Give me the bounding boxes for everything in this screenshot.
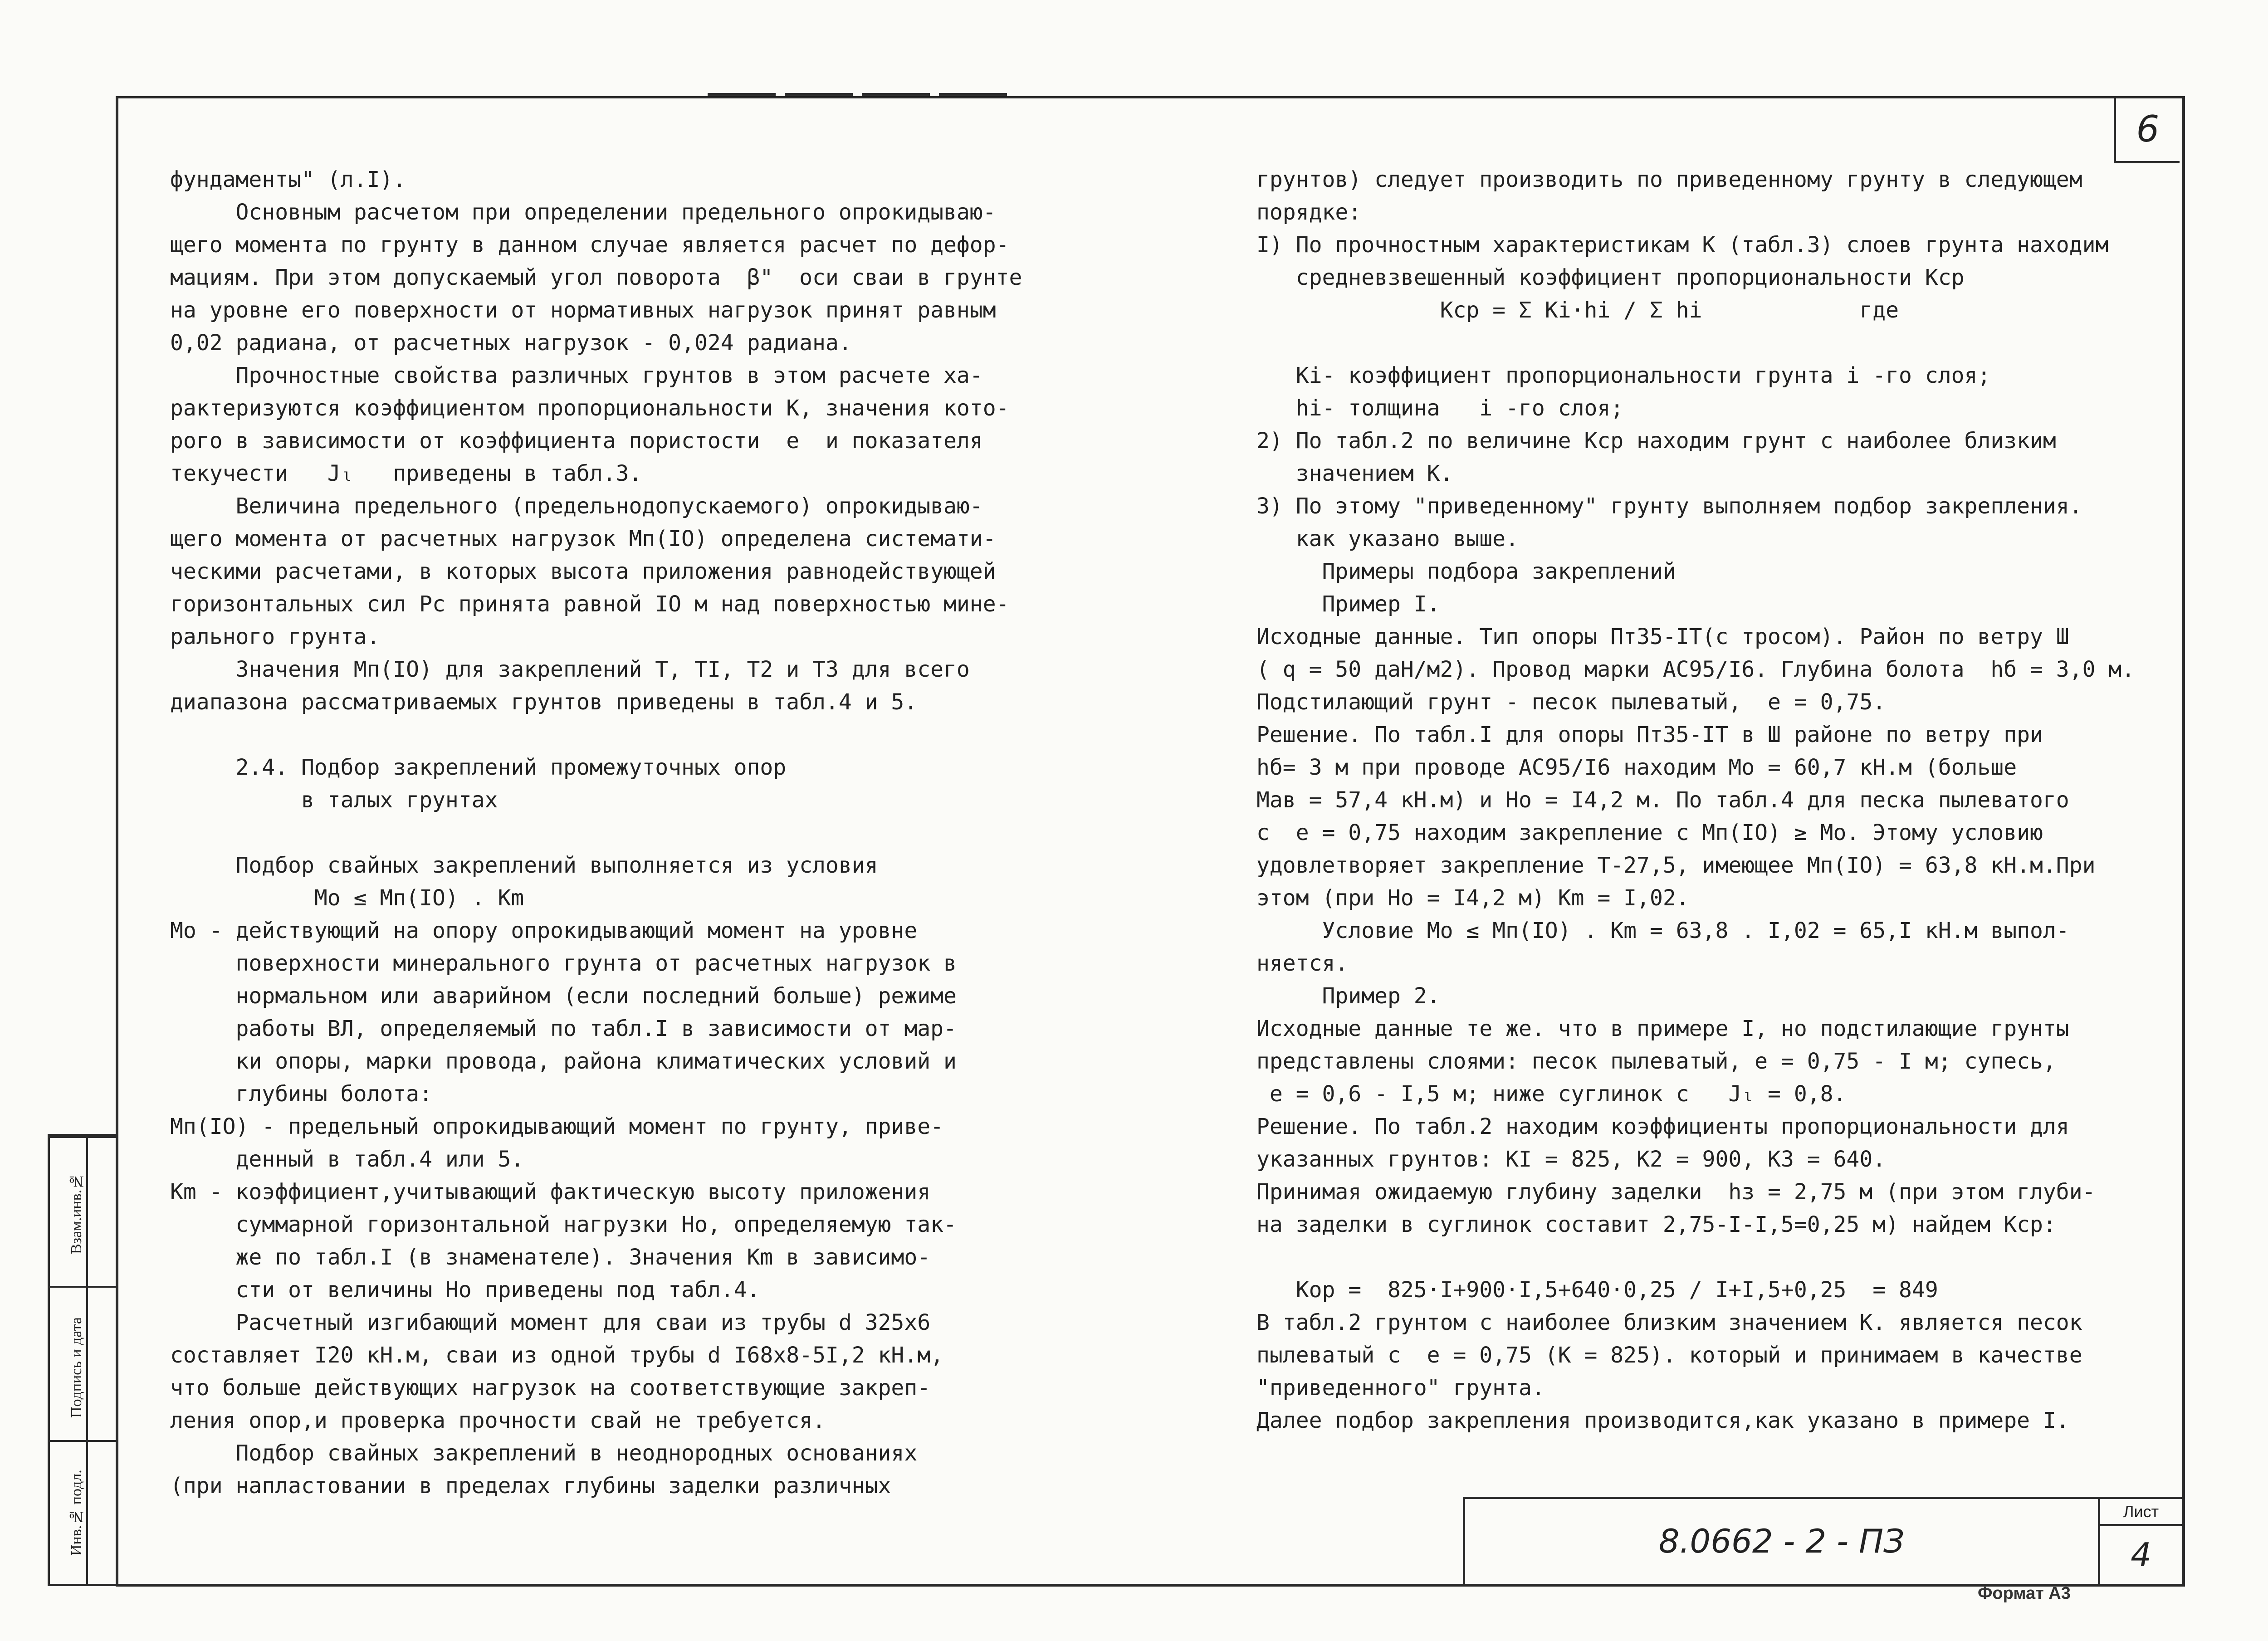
text-line: средневзвешенный коэффициент пропорциональности Кср	[1256, 265, 1965, 290]
text-line: на заделки в суглинок составит 2,75-I-I,5=0,25 м) найдем Кср:	[1256, 1212, 2056, 1237]
text-line: же по табл.I (в знаменателе). Значения Кm в зависимо-	[170, 1245, 931, 1270]
text-line: Подбор свайных закреплений выполняется из условия	[170, 853, 878, 878]
list-number: 4	[2131, 1536, 2151, 1574]
text-line: Условие Мо ≤ Мп(IO) . Кm = 63,8 . I,02 = 65,I кН.м выпол-	[1256, 918, 2069, 943]
text-line: представлены слоями: песок пылеватый, е = 0,75 - I м; супесь,	[1256, 1049, 2056, 1074]
text-line: фундаменты" (л.I).	[170, 167, 406, 192]
text-line	[1256, 327, 2135, 359]
text-line: Исходные данные. Тип опоры ПтЗ5-IТ(с тросом). Район по ветру Ш	[1256, 624, 2069, 650]
margin-label-replace: Взам.инв.№	[68, 1172, 85, 1254]
text-line: в талых грунтах	[170, 787, 498, 813]
text-line: ческими расчетами, в которых высота приложения равнодействующей	[170, 559, 996, 584]
text-line: 3) По этому "приведенному" грунту выполняем подбор закрепления.	[1256, 493, 2082, 519]
text-line: Прочностные свойства различных грунтов в этом расчете ха-	[170, 363, 983, 388]
left-text-column	[170, 163, 1022, 1502]
text-line: Ki- коэффициент пропорциональности грунта i -го слоя;	[1256, 363, 1991, 388]
text-line: Величина предельного (предельнодопускаемого) опрокидываю-	[170, 493, 983, 519]
title-block	[1463, 1497, 2182, 1584]
text-line: Пример I.	[1256, 591, 1440, 617]
text-line: В табл.2 грунтом с наиболее близким значением К. является песок	[1256, 1310, 2082, 1335]
text-line: рального грунта.	[170, 624, 380, 650]
text-line: ления опор,и проверка прочности свай не требуется.	[170, 1408, 826, 1433]
text-line: hi- толщина i -го слоя;	[1256, 396, 1624, 421]
sheet-number: 6	[2114, 98, 2180, 163]
text-line: Подбор свайных закреплений в неоднородных основаниях	[170, 1441, 918, 1466]
text-line: Подстилающий грунт - песок пылеватый, е = 0,75.	[1256, 689, 1886, 715]
text-line: пылеватый с е = 0,75 (К = 825). который и принимаем в качестве	[1256, 1343, 2082, 1368]
text-line: Исходные данные те же. что в примере I, но подстилающие грунты	[1256, 1016, 2069, 1041]
document-code: 8.0662 - 2 - ПЗ	[1465, 1499, 2100, 1584]
format-label: Формат А3	[1978, 1584, 2071, 1603]
text-line: удовлетворяет закрепление Т-27,5, имеющее Мп(IO) = 63,8 кН.м.При	[1256, 853, 2096, 878]
text-line: составляет I20 кН.м, сваи из одной трубы d I68х8-5I,2 кН.м,	[170, 1343, 944, 1368]
text-line: Кср = Σ Ki·hi / Σ hi где	[1256, 298, 1899, 323]
text-line: 2) По табл.2 по величине Кср находим грунт с наиболее близким	[1256, 428, 2056, 454]
text-line: Мав = 57,4 кН.м) и Но = I4,2 м. По табл.4 для песка пылеватого	[1256, 787, 2069, 813]
text-line: мациям. При этом допускаемый угол поворота β" оси сваи в грунте	[170, 265, 1022, 290]
text-line: "приведенного" грунта.	[1256, 1375, 1545, 1401]
margin-label-inv: Инв.№ подл.	[68, 1470, 85, 1556]
text-line: hб= 3 м при проводе АС95/I6 находим Мо = 60,7 кН.м (больше	[1256, 755, 2017, 780]
text-line: ки опоры, марки провода, района климатических условий и	[170, 1049, 957, 1074]
text-line: Решение. По табл.2 находим коэффициенты пропорциональности для	[1256, 1114, 2069, 1139]
text-line: Основным расчетом при определении предельного опрокидываю-	[170, 200, 996, 225]
text-line: I) По прочностным характеристикам К (табл.3) слоев грунта находим	[1256, 232, 2109, 258]
text-line	[1256, 1241, 2135, 1274]
text-line: этом (при Но = I4,2 м) Кm = I,02.	[1256, 885, 1689, 911]
text-line: Расчетный изгибающий момент для сваи из трубы d 325х6	[170, 1310, 931, 1335]
text-line: поверхности минерального грунта от расчетных нагрузок в	[170, 951, 957, 976]
text-line: рого в зависимости от коэффициента пористости е и показателя	[170, 428, 983, 454]
text-line: с е = 0,75 находим закрепление с Мп(IO) ≥ Мо. Этому условию	[1256, 820, 2043, 845]
text-line: е = 0,6 - I,5 м; ниже суглинок с Jₗ = 0,8.	[1256, 1081, 1847, 1107]
text-line: диапазона рассматриваемых грунтов приведены в табл.4 и 5.	[170, 689, 918, 715]
text-line: рактеризуются коэффициентом пропорциональности К, значения кото-	[170, 396, 1009, 421]
text-line: Примеры подбора закреплений	[1256, 559, 1676, 584]
text-line: (при напластовании в пределах глубины заделки различных	[170, 1473, 891, 1499]
text-line: няется.	[1256, 951, 1349, 976]
text-line: на уровне его поверхности от нормативных нагрузок принят равным	[170, 298, 996, 323]
text-line: указанных грунтов: КI = 825, К2 = 900, К3 = 640.	[1256, 1147, 1886, 1172]
text-line: глубины болота:	[170, 1081, 432, 1107]
text-line: Кm - коэффициент,учитывающий фактическую высоту приложения	[170, 1179, 931, 1205]
text-line: щего момента по грунту в данном случае является расчет по дефор-	[170, 232, 1009, 258]
text-line: текучести Jₗ приведены в табл.3.	[170, 461, 642, 486]
text-line: Далее подбор закрепления производится,как указано в примере I.	[1256, 1408, 2069, 1433]
text-line	[170, 718, 1022, 751]
text-line: денный в табл.4 или 5.	[170, 1147, 524, 1172]
text-line: суммарной горизонтальной нагрузки Но, определяемую так-	[170, 1212, 957, 1237]
margin-stamp	[48, 1134, 118, 1586]
text-line: Пример 2.	[1256, 983, 1440, 1009]
text-line: 0,02 радиана, от расчетных нагрузок - 0,024 радиана.	[170, 330, 852, 356]
text-line: Мо - действующий на опору опрокидывающий момент на уровне	[170, 918, 918, 943]
text-line: нормальном или аварийном (если последний больше) режиме	[170, 983, 957, 1009]
text-line: грунтов) следует производить по приведенному грунту в следующем	[1256, 167, 2082, 192]
text-line: что больше действующих нагрузок на соответствующие закреп-	[170, 1375, 931, 1401]
text-line: сти от величины Но приведены под табл.4.	[170, 1277, 760, 1303]
text-line: горизонтальных сил Pс принята равной IO м над поверхностью мине-	[170, 591, 1009, 617]
right-text-column	[1256, 163, 2135, 1437]
text-line: Решение. По табл.I для опоры ПтЗ5-IТ в Ш районе по ветру при	[1256, 722, 2043, 747]
text-line: как указано выше.	[1256, 526, 1519, 552]
text-line: Значения Мп(IO) для закреплений Т, ТI, Т2 и Т3 для всего	[170, 657, 970, 682]
text-line: Мо ≤ Мп(IO) . Кm	[170, 885, 524, 911]
text-line: щего момента от расчетных нагрузок Мп(IO) определена системати-	[170, 526, 996, 552]
text-line: Кор = 825·I+900·I,5+640·0,25 / I+I,5+0,25 = 849	[1256, 1277, 1938, 1303]
text-line	[170, 816, 1022, 849]
text-line: 2.4. Подбор закреплений промежуточных опор	[170, 755, 787, 780]
list-label: Лист	[2100, 1499, 2182, 1526]
text-line: Принимая ожидаемую глубину заделки hз = 2,75 м (при этом глуби-	[1256, 1179, 2096, 1205]
text-line: значением К.	[1256, 461, 1453, 486]
margin-label-sign: Подпись и дата	[68, 1317, 85, 1418]
text-line: ( q = 50 даН/м2). Провод марки АС95/I6. Глубина болота hб = 3,0 м.	[1256, 657, 2135, 682]
text-line: работы ВЛ, определяемый по табл.I в зависимости от мар-	[170, 1016, 957, 1041]
top-border-fragment	[708, 93, 1007, 96]
text-line: Мп(IO) - предельный опрокидывающий момент по грунту, приве-	[170, 1114, 944, 1139]
text-line: порядке:	[1256, 200, 1362, 225]
